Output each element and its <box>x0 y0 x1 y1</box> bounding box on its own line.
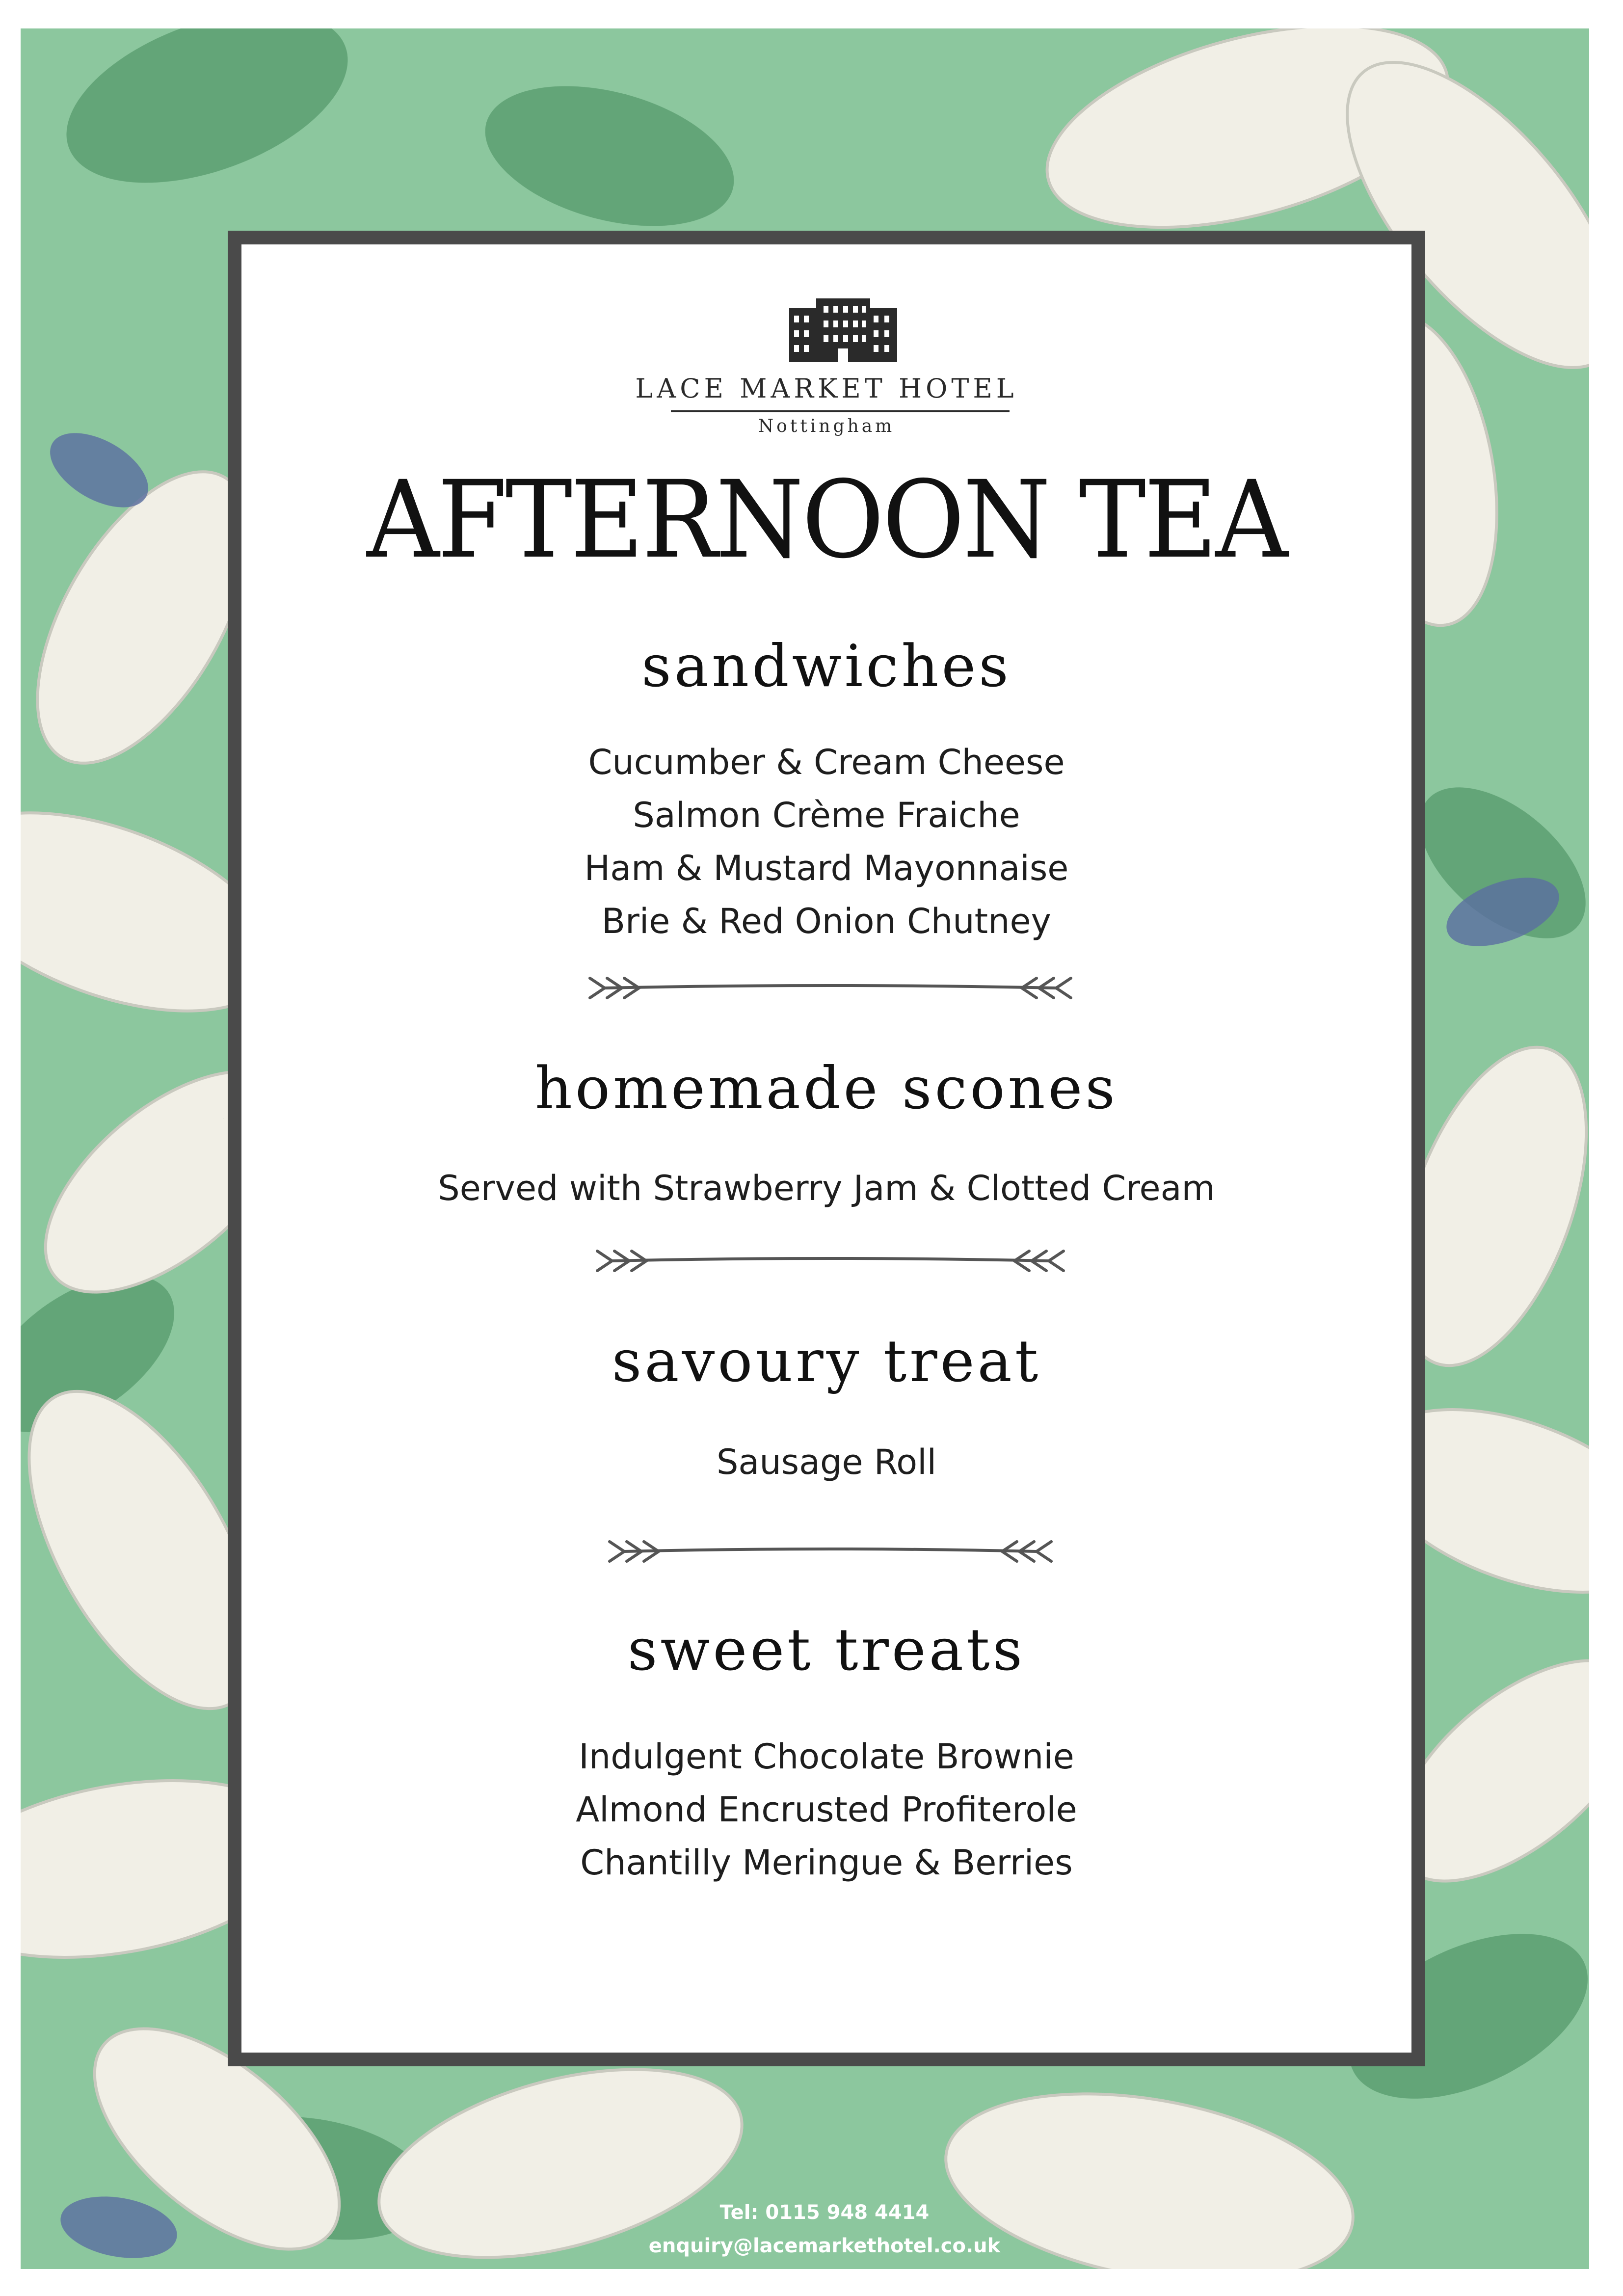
menu-item: Indulgent Chocolate Brownie <box>579 1736 1074 1777</box>
hotel-building-icon <box>784 294 902 362</box>
hotel-city: Nottingham <box>758 416 895 436</box>
section-heading-sweet-treats: sweet treats <box>627 1616 1026 1683</box>
menu-title: AFTERNOON TEA <box>367 458 1286 583</box>
arrow-divider <box>585 971 1076 1005</box>
menu-item: Salmon Crème Fraiche <box>633 795 1020 835</box>
arrow-divider <box>592 1244 1068 1278</box>
contact-phone: Tel: 0115 948 4414 <box>719 2201 930 2224</box>
menu-card <box>228 231 1425 2066</box>
section-heading-sandwiches: sandwiches <box>641 632 1011 700</box>
arrow-divider <box>605 1534 1056 1569</box>
menu-item: Chantilly Meringue & Berries <box>580 1842 1073 1883</box>
menu-item: Almond Encrusted Profiterole <box>576 1789 1077 1830</box>
section-heading-savoury-treat: savoury treat <box>612 1327 1041 1395</box>
hotel-name-underline <box>671 410 1010 412</box>
section-heading-homemade-scones: homemade scones <box>535 1054 1118 1122</box>
menu-item: Cucumber & Cream Cheese <box>588 742 1065 782</box>
contact-email[interactable]: enquiry@lacemarkethotel.co.uk <box>648 2235 1001 2257</box>
menu-item: Ham & Mustard Mayonnaise <box>584 848 1069 888</box>
hotel-name: LACE MARKET HOTEL <box>635 373 1018 404</box>
menu-item: Served with Strawberry Jam & Clotted Cream <box>438 1168 1215 1208</box>
menu-item: Sausage Roll <box>716 1442 937 1482</box>
menu-item: Brie & Red Onion Chutney <box>602 901 1051 941</box>
